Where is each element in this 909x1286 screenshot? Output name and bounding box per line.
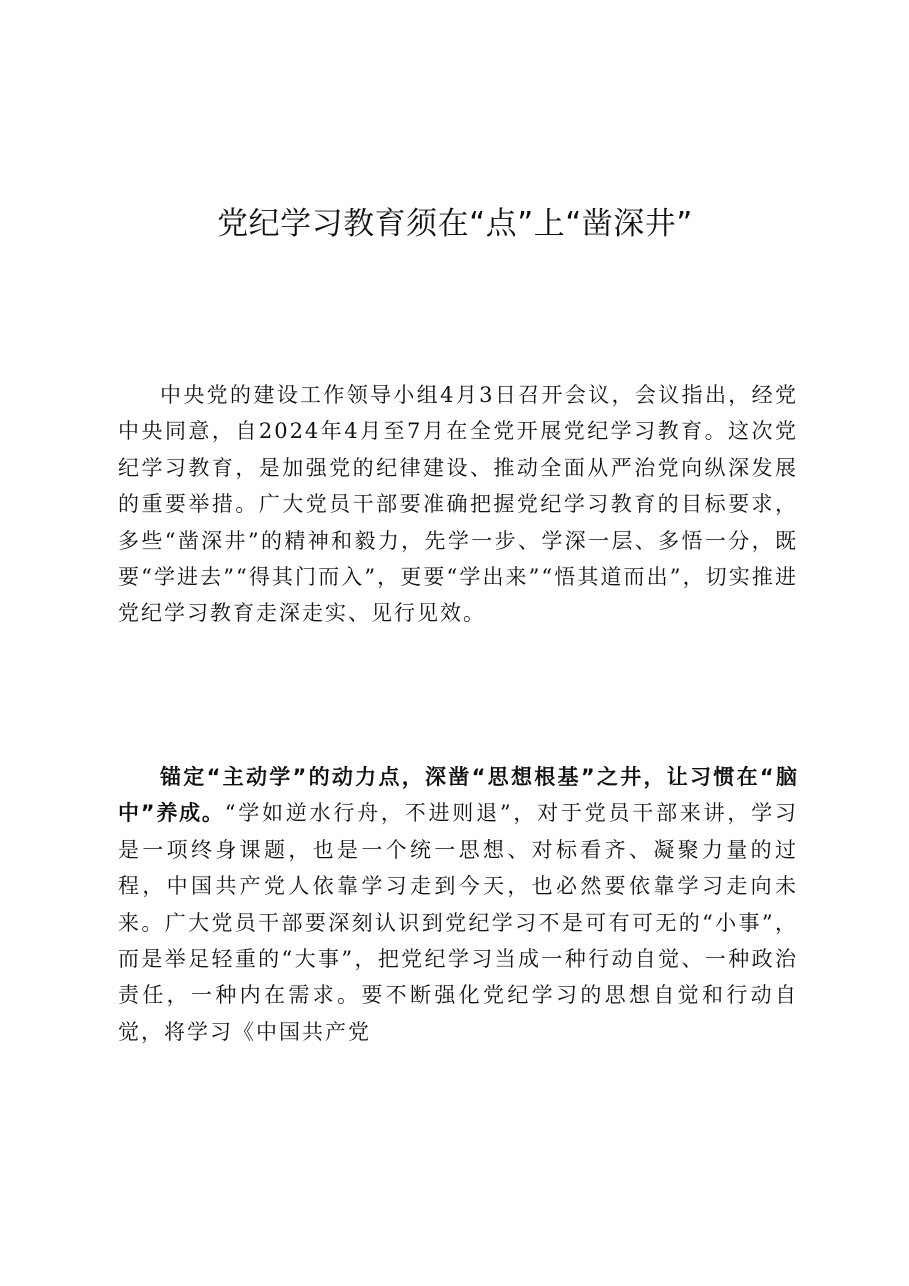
paragraph-2 (118, 759, 798, 1050)
document-title: 党纪学习教育须在“点”上“凿深井” (217, 205, 693, 242)
paragraph-2-lead: 锚定“主动学”的动力点，深凿“思想根基”之井，让习惯在“脑中”养成。 (118, 765, 798, 826)
paragraph-2-text: “学如逆水行舟，不进则退”，对于党员干部来讲，学习是一项终身课题，也是一个统一思想、对标看齐、凝聚力量的过程，中国共产党人依靠学习走到今天，也必然要依靠学习走向未来。广大党员干部要深刻认识到党纪学习不是可有可无的“小事”，而是举足轻重的“大事”，把党纪学习当成一种行动自觉、一种政治责任，一种内在需求。要不断强化党纪学习的思想自觉和行动自觉，将学习《中国共产党 (118, 801, 798, 1044)
paragraph-1-text: 中央党的建设工作领导小组4月3日召开会议，会议指出，经党中央同意，自2024年4月至7月在全党开展党纪学习教育。这次党纪学习教育，是加强党的纪律建设、推动全面从严治党向纵深发展的重要举措。广大党员干部要准确把握党纪学习教育的目标要求，多些“凿深井”的精神和毅力，先学一步、学深一层、多悟一分，既要“学进去”“得其门而入”，更要“学出来”“悟其道而出”，切实推进党纪学习教育走深走实、见行见效。 (118, 383, 798, 626)
paragraph-1 (118, 377, 798, 632)
